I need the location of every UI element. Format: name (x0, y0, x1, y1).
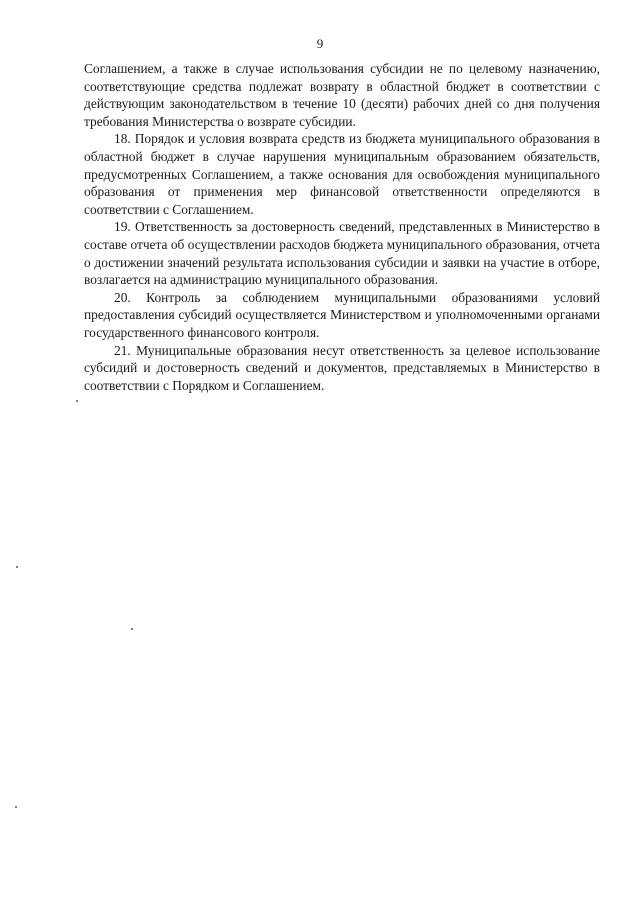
paragraph-continuation: Соглашением, а также в случае использования субсидии не по целевому назначению, соответствующие средства подлежат возврату в областной бюджет в соответствии с действующим законодательством в течение 10 (десяти) рабочих дней со дня получения требования Министерства о возврате субсидии. (84, 61, 600, 129)
scan-speck (76, 400, 78, 402)
paragraph-18: 18. Порядок и условия возврата средств из бюджета муниципального образования в областной бюджет в случае нарушения муниципальным образованием обязательств, предусмотренных Соглашением, а также основания для освобождения муниципального образования от применения мер финансовой ответственности определяются в соответствии с Соглашением. (84, 131, 600, 217)
page-number: 9 (316, 36, 324, 51)
scan-speck (131, 628, 133, 630)
scan-speck (16, 566, 18, 568)
document-body (84, 60, 600, 394)
paragraph-19: 19. Ответственность за достоверность сведений, представленных в Министерство в составе отчета об осуществлении расходов бюджета муниципального образования, отчета о достижении значений результата использования субсидии и заявки на участие в отборе, возлагается на администрацию муниципального образования. (84, 219, 600, 288)
paragraph-21: 21. Муниципальные образования несут ответственность за целевое использование субсидий и достоверность сведений и документов, представляемых в Министерство в соответствии с Порядком и Соглашением. (84, 342, 600, 393)
scan-speck (15, 806, 17, 808)
paragraph-20: 20. Контроль за соблюдением муниципальными образованиями условий предоставления субсидий осуществляется Министерством и уполномоченными органами государственного финансового контроля. (84, 289, 600, 340)
